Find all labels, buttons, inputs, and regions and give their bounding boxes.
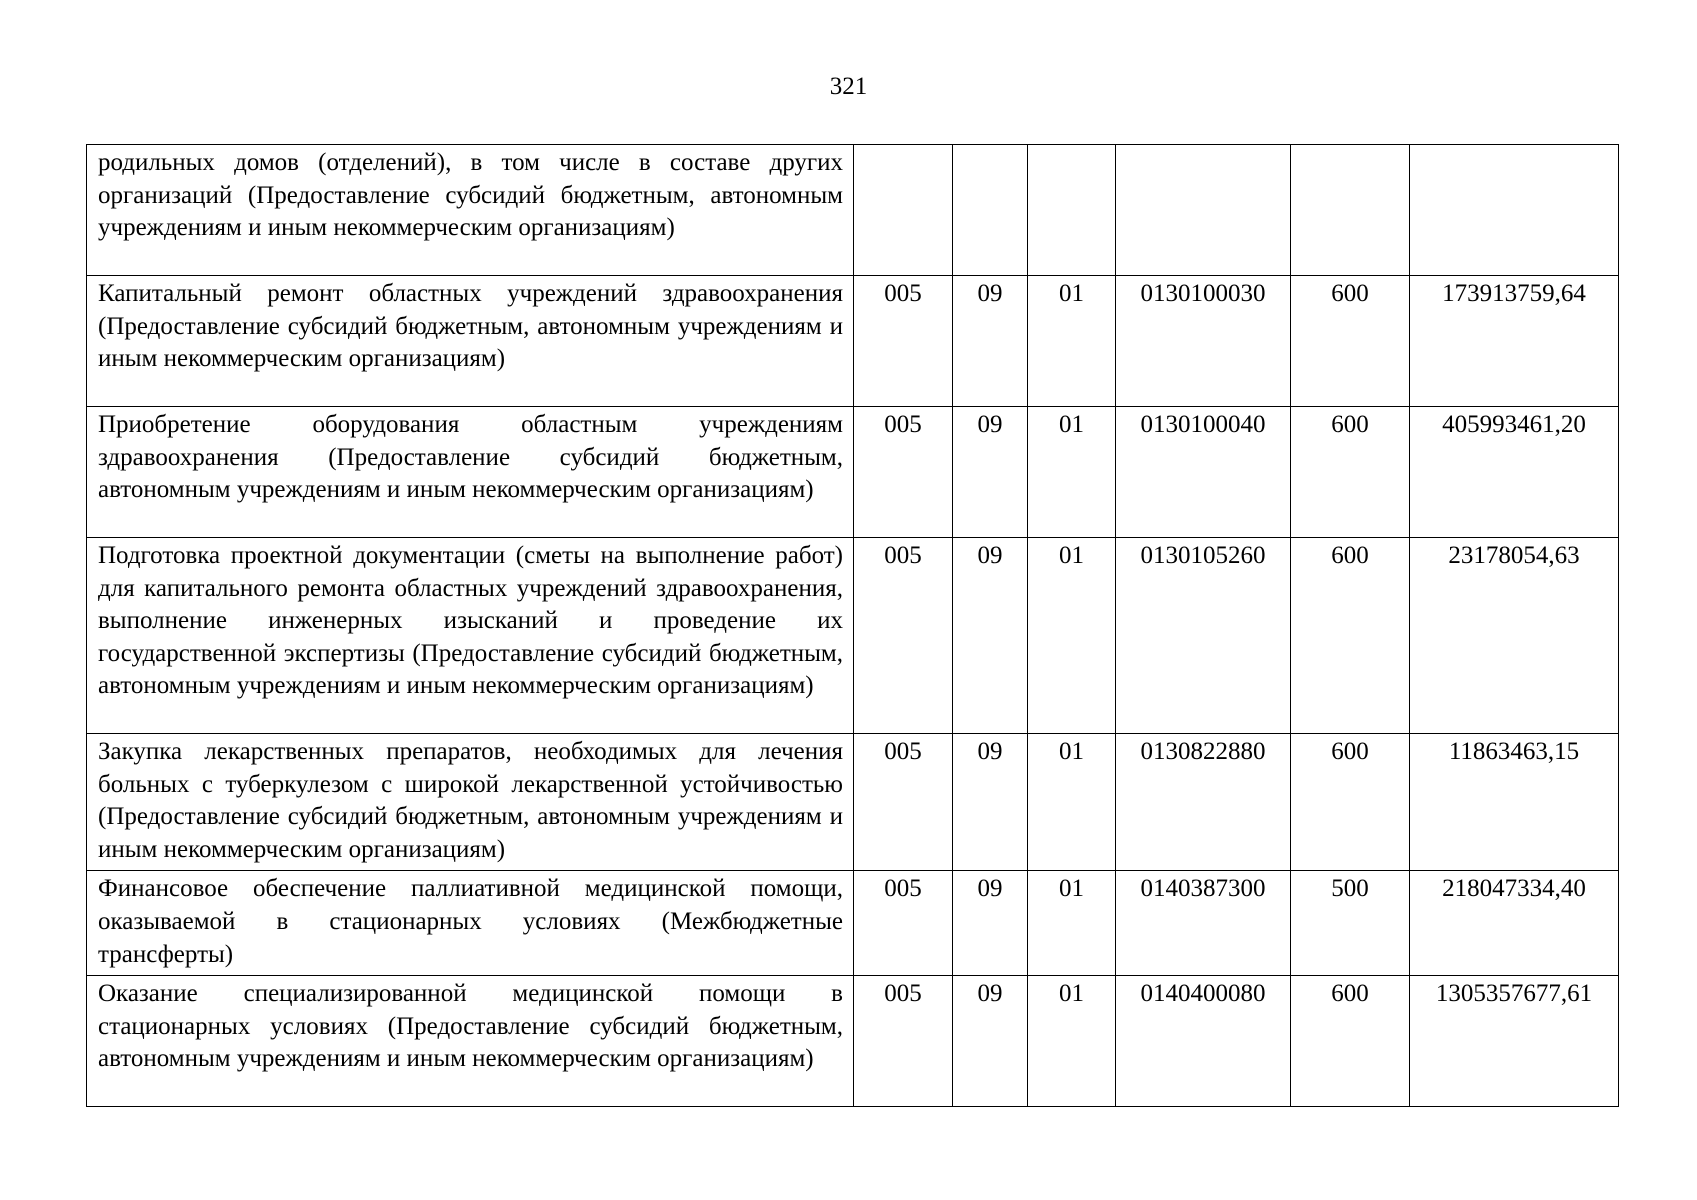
row-subsection-code: 01 — [1028, 871, 1116, 976]
row-section-code: 09 — [953, 734, 1028, 871]
row-subsection-code: 01 — [1028, 538, 1116, 734]
row-section-code: 09 — [953, 871, 1028, 976]
row-section-code: 09 — [953, 976, 1028, 1107]
table-row — [87, 538, 1619, 734]
row-ministry-code: 005 — [854, 407, 953, 538]
row-section-code: 09 — [953, 538, 1028, 734]
table-row — [87, 871, 1619, 976]
row-section-code: 09 — [953, 276, 1028, 407]
row-ministry-code — [854, 145, 953, 276]
row-description: Закупка лекарственных препаратов, необходимых для лечения больных с туберкулезом с широкой лекарственной устойчивостью (Предоставление субсидий бюджетным, автономным учреждениям и иным некоммерческим организациям) — [87, 734, 854, 871]
row-ministry-code: 005 — [854, 871, 953, 976]
budget-table — [86, 144, 1619, 1107]
row-target-article: 0130100030 — [1116, 276, 1291, 407]
row-target-article: 0130822880 — [1116, 734, 1291, 871]
row-expense-type: 600 — [1291, 976, 1410, 1107]
row-description: Оказание специализированной медицинской помощи в стационарных условиях (Предоставление субсидий бюджетным, автономным учреждениям и иным некоммерческим организациям) — [87, 976, 854, 1107]
row-description: Подготовка проектной документации (сметы на выполнение работ) для капитального ремонта областных учреждений здравоохранения, выполнение инженерных изысканий и проведение их государственной экспертизы (Предоставление субсидий бюджетным, автономным учреждениям и иным некоммерческим организациям) — [87, 538, 854, 734]
row-expense-type: 600 — [1291, 734, 1410, 871]
table-row — [87, 276, 1619, 407]
row-section-code — [953, 145, 1028, 276]
row-description: родильных домов (отделений), в том числе в составе других организаций (Предоставление субсидий бюджетным, автономным учреждениям и иным некоммерческим организациям) — [87, 145, 854, 276]
row-target-article: 0130100040 — [1116, 407, 1291, 538]
row-subsection-code: 01 — [1028, 276, 1116, 407]
row-subsection-code: 01 — [1028, 734, 1116, 871]
row-amount: 1305357677,61 — [1410, 976, 1619, 1107]
row-ministry-code: 005 — [854, 734, 953, 871]
table-row — [87, 976, 1619, 1107]
row-description: Финансовое обеспечение паллиативной медицинской помощи, оказываемой в стационарных условиях (Межбюджетные трансферты) — [87, 871, 854, 976]
table-row — [87, 407, 1619, 538]
row-expense-type: 600 — [1291, 538, 1410, 734]
row-amount — [1410, 145, 1619, 276]
row-amount: 218047334,40 — [1410, 871, 1619, 976]
row-expense-type — [1291, 145, 1410, 276]
row-ministry-code: 005 — [854, 538, 953, 734]
row-section-code: 09 — [953, 407, 1028, 538]
table-row — [87, 734, 1619, 871]
row-amount: 23178054,63 — [1410, 538, 1619, 734]
row-description: Капитальный ремонт областных учреждений здравоохранения (Предоставление субсидий бюджетным, автономным учреждениям и иным некоммерческим организациям) — [87, 276, 854, 407]
row-ministry-code: 005 — [854, 276, 953, 407]
row-subsection-code — [1028, 145, 1116, 276]
page-number: 321 — [829, 73, 868, 100]
row-expense-type: 500 — [1291, 871, 1410, 976]
row-description: Приобретение оборудования областным учреждениям здравоохранения (Предоставление субсидий бюджетным, автономным учреждениям и иным некоммерческим организациям) — [87, 407, 854, 538]
row-target-article: 0140387300 — [1116, 871, 1291, 976]
row-expense-type: 600 — [1291, 407, 1410, 538]
row-subsection-code: 01 — [1028, 407, 1116, 538]
row-amount: 405993461,20 — [1410, 407, 1619, 538]
row-amount: 173913759,64 — [1410, 276, 1619, 407]
row-ministry-code: 005 — [854, 976, 953, 1107]
row-expense-type: 600 — [1291, 276, 1410, 407]
row-target-article: 0140400080 — [1116, 976, 1291, 1107]
row-subsection-code: 01 — [1028, 976, 1116, 1107]
row-target-article: 0130105260 — [1116, 538, 1291, 734]
row-target-article — [1116, 145, 1291, 276]
row-amount: 11863463,15 — [1410, 734, 1619, 871]
table-row — [87, 145, 1619, 276]
